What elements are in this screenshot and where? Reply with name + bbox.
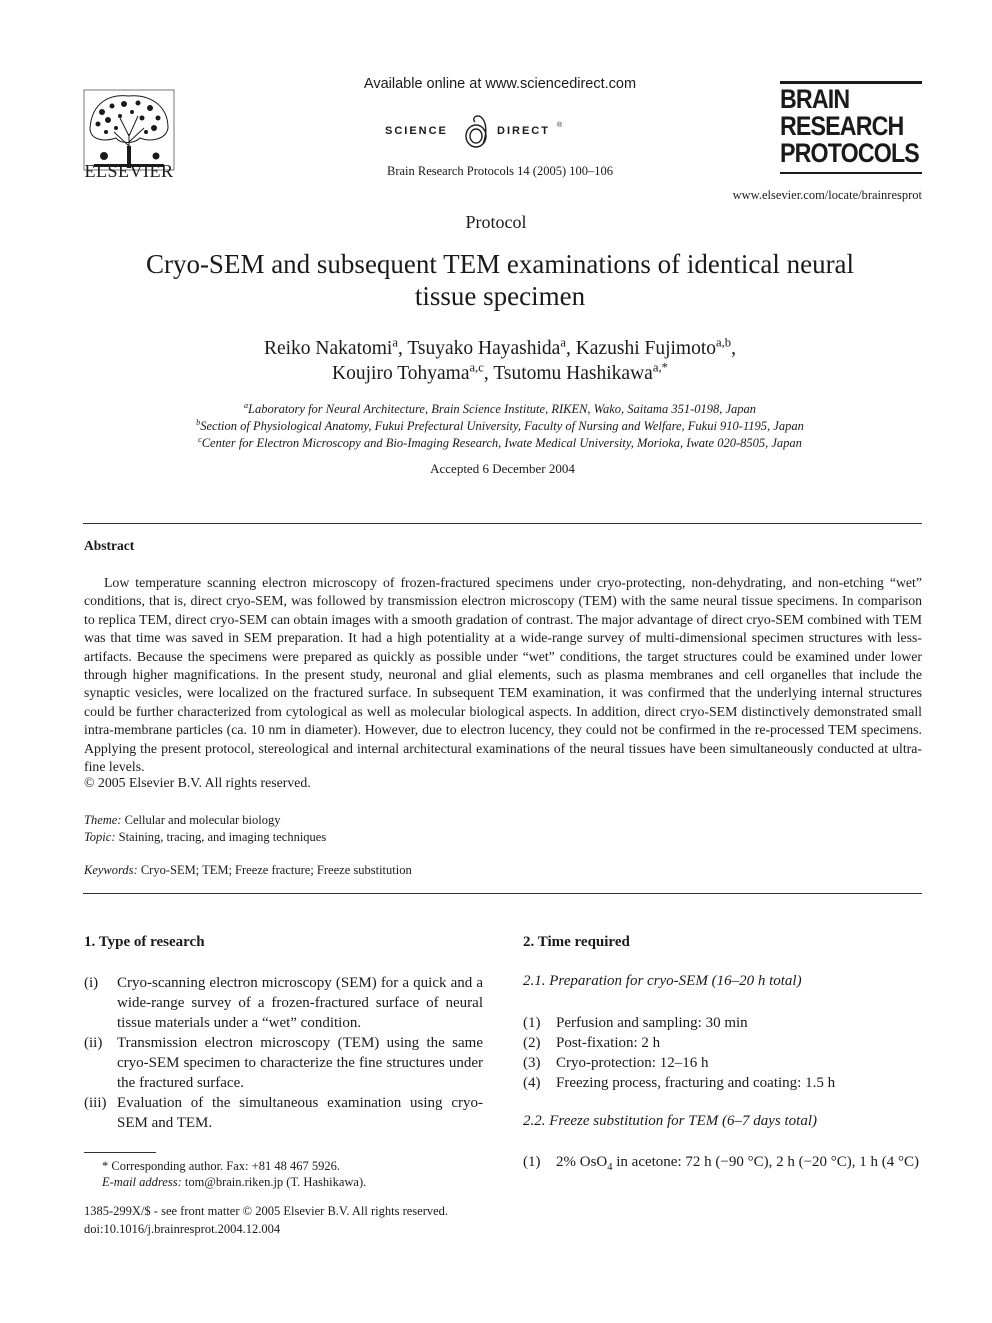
author-name: Tsutomu Hashikawa xyxy=(493,363,653,384)
article-title xyxy=(110,248,890,312)
subsection-2-2-heading: 2.2. Freeze substitution for TEM (6–7 days total) xyxy=(523,1113,818,1129)
corresponding-author-note: * Corresponding author. Fax: +81 48 467 5926. xyxy=(102,1159,340,1173)
cryo-sem-steps-list xyxy=(523,1013,922,1093)
section-2-heading: 2. Time required xyxy=(523,934,630,950)
author-affil-mark: a xyxy=(392,335,398,350)
available-online-line[interactable]: Available online at www.sciencedirect.com xyxy=(363,76,637,92)
list-item: (3) Cryo-protection: 12–16 h xyxy=(523,1055,709,1071)
list-item: (4) Freezing process, fracturing and coating: 1.5 h xyxy=(523,1075,836,1091)
list-item: (1) Perfusion and sampling: 30 min xyxy=(523,1015,748,1031)
affiliation-c: $^c$Center for Electron Microscopy and Bio-Imaging Research, Iwate Medical University, Morioka, Iwate 020-8505, Japan xyxy=(198,434,802,450)
author-affil-mark: a,c xyxy=(469,360,484,375)
abstract-copyright: © 2005 Elsevier B.V. All rights reserved. xyxy=(84,775,311,790)
section-1-heading: 1. Type of research xyxy=(84,934,205,950)
author-name: Kazushi Fujimoto xyxy=(575,338,717,359)
journal-logo xyxy=(780,84,919,168)
author-name: Tsuyako Hayashida xyxy=(407,338,561,359)
article-title-line-2: tissue specimen xyxy=(414,281,586,311)
sd-right-word: DIRECT xyxy=(497,125,550,137)
journal-logo-line-3: PROTOCOLS xyxy=(780,138,919,168)
journal-logo-bottom-rule xyxy=(780,172,922,174)
affiliation-b: $^b$Section of Physiological Anatomy, Fukui Prefectural University, Faculty of Nursing and Welfare, Fukui 910-1195, Japan xyxy=(196,417,804,433)
keywords-line: Keywords: Cryo-SEM; TEM; Freeze fracture; Freeze substitution xyxy=(84,863,412,877)
list-item: (1) 2% OsO$_4$ in acetone: 72 h (−90 °C), 2 h (−20 °C), 1 h (4 °C) xyxy=(523,1154,920,1173)
publisher-name: ELSEVIER xyxy=(84,161,174,181)
author-affil-mark: a,b xyxy=(716,335,732,350)
list-item: (iii) Evaluation of the simultaneous examination using cryo-SEM and TEM. xyxy=(84,1095,483,1131)
author-affil-mark: a xyxy=(560,335,566,350)
sciencedirect-logo xyxy=(385,114,565,154)
author-affil-mark: a,* xyxy=(652,360,668,375)
article-type: Protocol xyxy=(465,212,527,232)
topic-line: Topic: Staining, tracing, and imaging techniques xyxy=(84,830,327,844)
sd-left-word: SCIENCE xyxy=(385,125,448,137)
journal-url-link[interactable]: www.elsevier.com/locate/brainresprot xyxy=(732,188,922,202)
abstract-heading: Abstract xyxy=(84,538,135,553)
accepted-date: Accepted 6 December 2004 xyxy=(430,461,575,476)
divider xyxy=(83,893,922,894)
journal-logo-line-2: RESEARCH xyxy=(780,111,904,141)
freeze-substitution-steps-list xyxy=(523,1152,922,1178)
abstract-text: Low temperature scanning electron microscopy of frozen-fractured specimens under cryo-protecting, non-dehydrating, and non-etching “wet” conditions, that is, direct cryo-SEM, was followed by transmission electron microscopy (TEM) with the same neural tissue specimens. In comparison to replica TEM, direct cryo-SEM can obtain images with a smooth gradation of contrast. The major advantage of direct cryo-SEM combined with TEM was that time was saved in SEM preparation. It had a high potentiality at a wide-range survey of multi-dimensional specimen structures with less-artifacts. Because the specimens were prepared as quickly as possible under “wet” conditions, the target structures could be examined under lower through higher magnifications. In the present study, neuronal and glial elements, such as plasma membranes and cell organelles that include the synaptic vesicles, were localized on the fractured surface. In subsequent TEM examination, it was confirmed that the underlying internal structures could be further characterized from cytological as well as molecular biological aspects. In addition, direct cryo-SEM distinctively demonstrated small intra-membrane particles (ca. 10 nm in diameter). However, due to electron lucency, they could not be confirmed in the re-processed TEM specimens. Applying the present protocol, stereological and internal architectural examinations of the neural tissues have been simultaneously conducted at ultra-fine levels. xyxy=(84,575,922,775)
sd-d-icon xyxy=(463,114,493,152)
journal-logo-line-1: BRAIN xyxy=(780,84,850,114)
email-link[interactable]: tom@brain.riken.jp (T. Hashikawa). xyxy=(184,1175,367,1189)
research-type-list xyxy=(84,973,483,1133)
theme-line: Theme: Cellular and molecular biology xyxy=(84,813,281,827)
list-item: (ii) Transmission electron microscopy (TEM) using the same cryo-SEM specimen to characterize the fine structures under the fractured surface. xyxy=(84,1035,483,1091)
author-name: Reiko Nakatomi xyxy=(263,338,393,359)
sd-registered-mark: ® xyxy=(557,122,563,129)
doi-line[interactable]: doi:10.1016/j.brainresprot.2004.12.004 xyxy=(84,1222,281,1236)
email-note: E-mail address: tom@brain.riken.jp (T. Hashikawa). xyxy=(102,1175,367,1189)
list-item: (i) Cryo-scanning electron microscopy (SEM) for a quick and a wide-range survey of a frozen-fractured surface of neural tissue materials under a “wet” condition. xyxy=(84,975,483,1031)
issn-line: 1385-299X/$ - see front matter © 2005 Elsevier B.V. All rights reserved. xyxy=(84,1204,449,1218)
list-item: (2) Post-fixation: 2 h xyxy=(523,1035,661,1051)
subsection-2-1-heading: 2.1. Preparation for cryo-SEM (16–20 h total) xyxy=(523,973,802,989)
affiliation-a: $^a$Laboratory for Neural Architecture, Brain Science Institute, RIKEN, Wako, Saitama 351-0198, Japan xyxy=(243,400,757,416)
author-list: Reiko Nakatomi$^a$, Tsuyako Hayashida$^a$, Kazushi Fujimoto$^{a,b}$, Koujiro Tohyama$^{a,c}$, Tsutomu Hashikawa$^{a,*}$ xyxy=(263,335,737,384)
journal-citation: Brain Research Protocols 14 (2005) 100–106 xyxy=(386,164,613,178)
article-title-line-1: Cryo-SEM and subsequent TEM examinations of identical neural xyxy=(145,249,855,279)
divider xyxy=(83,523,922,524)
footnote-rule xyxy=(84,1152,156,1153)
author-name: Koujiro Tohyama xyxy=(332,363,470,384)
